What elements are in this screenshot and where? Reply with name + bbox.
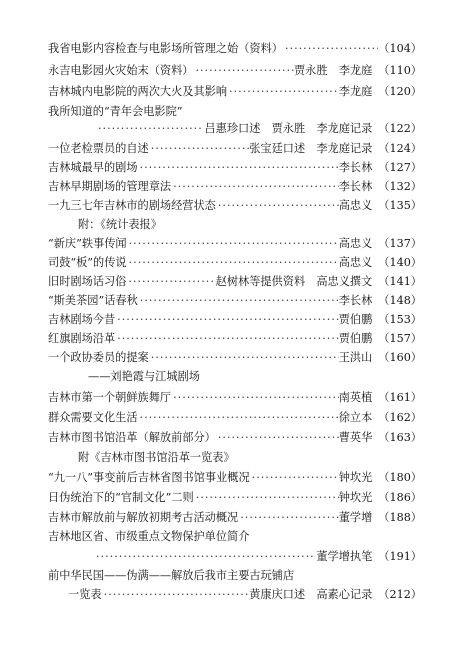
page-number: （135）: [378, 199, 422, 212]
entry-title: 吉林市第一个朝鲜族舞厅: [48, 391, 172, 404]
dot-leader: [227, 83, 339, 101]
dot-leader: [115, 330, 339, 348]
dot-leader: [127, 235, 339, 253]
toc-entry[interactable]: [48, 389, 422, 407]
entry-author: 高忠义: [338, 237, 373, 250]
entry-author: 徐立本: [338, 411, 373, 424]
toc-entry-heading[interactable]: [48, 103, 183, 121]
toc-entry[interactable]: [48, 197, 422, 215]
toc-entry-heading[interactable]: [48, 528, 249, 546]
toc-entry-continuation[interactable]: [96, 548, 422, 566]
entry-author: 曹英华: [338, 431, 373, 444]
entry-author: 李长林: [338, 161, 373, 174]
entry-title: 吉林城最早的剧场: [48, 161, 138, 174]
page-number: （132）: [378, 180, 422, 193]
entry-subtitle: ——刘艳霞与江城剧场: [88, 370, 200, 383]
dot-leader: [126, 273, 215, 291]
toc-entry[interactable]: [48, 62, 422, 80]
entry-title: “斯美茶园”话春秋: [48, 294, 138, 307]
dot-leader: [149, 349, 339, 367]
entry-title: 吉林地区省、市级重点文物保护单位简介: [48, 530, 250, 543]
entry-author: 南英植: [338, 391, 373, 404]
toc-entry[interactable]: [48, 292, 422, 310]
page-number: （186）: [378, 491, 422, 504]
page-number: （148）: [378, 294, 422, 307]
page-number: （180）: [378, 471, 422, 484]
entry-author: 贾伯鹏: [338, 313, 373, 326]
dot-leader: [171, 389, 339, 407]
toc-entry[interactable]: [48, 489, 422, 507]
dot-leader: [250, 469, 339, 487]
entry-author: 李龙庭: [338, 85, 373, 98]
dot-leader: [98, 120, 204, 138]
entry-title: 一位老检票员的自述: [48, 142, 149, 155]
toc-entry[interactable]: [48, 235, 422, 253]
toc-appendix-heading[interactable]: [78, 449, 235, 467]
entry-title: 日伪统治下的“官制文化”二则: [48, 491, 194, 504]
entry-title: 旧时剧场话习俗: [48, 275, 127, 288]
dot-leader: [216, 429, 339, 447]
page-number: （153）: [378, 313, 422, 326]
dot-leader: [138, 159, 339, 177]
entry-title: 前中华民国——伪满——解放后我市主要古玩铺店: [48, 569, 295, 582]
dot-leader: [171, 178, 339, 196]
entry-title: 吉林城内电影院的两次大火及其影响: [48, 85, 228, 98]
toc-entry[interactable]: [68, 586, 422, 604]
page-number: （141）: [378, 275, 422, 288]
entry-title: 附：《统计表报》: [78, 218, 162, 231]
toc-subtitle[interactable]: [88, 368, 200, 386]
toc-entry[interactable]: [48, 159, 422, 177]
entry-title: 我所知道的“青年会电影院”: [48, 105, 183, 118]
dot-leader: [149, 140, 249, 158]
toc-entry[interactable]: [48, 273, 422, 291]
entry-author: 高忠义: [338, 199, 373, 212]
entry-title: 吉林市图书馆沿革（解放前部分）: [48, 431, 216, 444]
entry-title: 吉林剧场今昔: [48, 313, 116, 326]
entry-title: 吉林早期剧场的管理章法: [48, 180, 172, 193]
page-number: （157）: [378, 332, 422, 345]
entry-title: 群众需要文化生活: [48, 411, 138, 424]
toc-entry[interactable]: [48, 330, 422, 348]
toc-entry-continuation[interactable]: [98, 120, 422, 138]
entry-title: 司鼓“板”的传说: [48, 256, 127, 269]
entry-title: 吉林市解放前与解放初期考古活动概况: [48, 511, 239, 524]
toc-appendix-heading[interactable]: [78, 216, 162, 234]
entry-author: 钟坎光: [338, 471, 373, 484]
toc-entry-heading[interactable]: [48, 567, 294, 585]
dot-leader: [238, 509, 338, 527]
page-number: （160）: [378, 351, 422, 364]
entry-author: 李长林: [338, 294, 373, 307]
toc-entry[interactable]: [48, 254, 422, 272]
page-number: （120）: [378, 85, 422, 98]
page-number: （191）: [378, 550, 422, 563]
dot-leader: [194, 489, 339, 507]
toc-entry[interactable]: [48, 469, 422, 487]
dot-leader: [138, 409, 339, 427]
toc-entry[interactable]: [48, 40, 422, 58]
page-number: （163）: [378, 431, 422, 444]
toc-entry[interactable]: [48, 178, 422, 196]
page-number: （122）: [378, 122, 422, 135]
dot-leader: [102, 586, 250, 604]
entry-title: 一个政协委员的提案: [48, 351, 149, 364]
page-number: （140）: [378, 256, 422, 269]
entry-title: 一九三七年吉林市的剧场经营状态: [48, 199, 216, 212]
entry-author: 吕惠珍口述 贾永胜 李龙庭记录: [204, 122, 373, 135]
entry-title: “九一八”事变前后吉林省图书馆事业概况: [48, 471, 250, 484]
entry-title: “新庆”轶事传闻: [48, 237, 127, 250]
page-number: （137）: [378, 237, 422, 250]
entry-title: 红旗剧场沿革: [48, 332, 116, 345]
toc-entry[interactable]: [48, 409, 422, 427]
entry-title: 永吉电影园火灾始末（资料）: [48, 64, 194, 77]
entry-author: 钟坎光: [338, 491, 373, 504]
page-number: （124）: [378, 142, 422, 155]
page-number: （161）: [378, 391, 422, 404]
toc-entry[interactable]: [48, 349, 422, 367]
entry-author: 赵树林等提供资料 高忠义撰文: [215, 275, 373, 288]
dot-leader: [127, 254, 339, 272]
page-number: （104）: [378, 42, 422, 55]
toc-entry[interactable]: [48, 311, 422, 329]
toc-entry[interactable]: [48, 509, 422, 527]
entry-title: 附《吉林市图书馆沿革一览表》: [78, 451, 235, 464]
entry-author: 董学增执笔: [316, 550, 373, 563]
entry-author: 黄康庆口述 高素心记录: [249, 588, 373, 601]
dot-leader: [115, 311, 339, 329]
page-number: （127）: [378, 161, 422, 174]
entry-title: 我省电影内容检查与电影场所管理之始（资料）: [48, 42, 283, 55]
entry-author: 高忠义: [338, 256, 373, 269]
page-number: （110）: [378, 64, 422, 77]
toc-entry[interactable]: [48, 140, 422, 158]
entry-author: 董学增: [338, 511, 373, 524]
dot-leader: [138, 292, 339, 310]
dot-leader: [193, 62, 293, 80]
page-number: （188）: [378, 511, 422, 524]
entry-author: 王洪山: [338, 351, 373, 364]
page-number: （162）: [378, 411, 422, 424]
entry-author: 张宝廷口述 李龙庭记录: [249, 142, 373, 155]
dot-leader: [283, 40, 378, 58]
toc-entry[interactable]: [48, 83, 422, 101]
entry-author: 贾伯鹏: [338, 332, 373, 345]
dot-leader: [96, 548, 316, 566]
entry-author: 贾永胜 李龙庭: [293, 64, 373, 77]
dot-leader: [216, 197, 339, 215]
entry-title: 一览表: [68, 588, 102, 601]
entry-author: 李长林: [338, 180, 373, 193]
toc-entry[interactable]: [48, 429, 422, 447]
page-number: （212）: [378, 588, 422, 601]
